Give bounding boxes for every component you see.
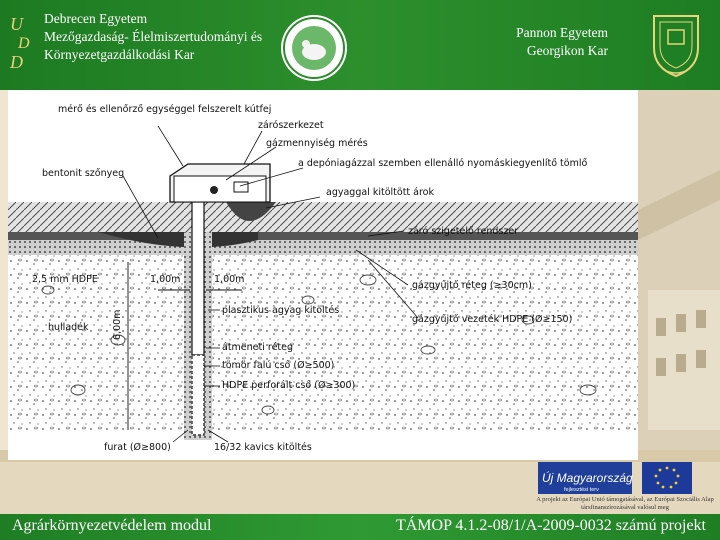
label-gas-pipe: gázgyűjtő vezeték HDPE (Ø≥150) [412, 314, 573, 325]
label-borehole: furat (Ø≥800) [104, 442, 171, 453]
label-clay-trench: agyaggal kitöltött árok [326, 187, 434, 198]
label-depth: 6,00m [112, 309, 123, 340]
left-institution [44, 10, 262, 64]
cover-hatched-layer [8, 202, 638, 232]
svg-text:U: U [10, 14, 23, 34]
left-institution-line: Mezőgazdaság- Élelmiszertudományi és [44, 29, 263, 44]
label-waste: hulladék [48, 322, 89, 333]
label-bentonite: bentonit szőnyeg [42, 168, 125, 179]
project-id: TÁMOP 4.1.2-08/1/A-2009-0032 számú projekt [395, 517, 706, 534]
faculty-seal-icon [280, 14, 348, 82]
label-hdpe: 2,5 mm HDPE [32, 274, 98, 285]
module-title: Agrárkörnyezetvédelem modul [12, 517, 212, 534]
perforated-pipe [192, 355, 204, 435]
georgikon-crest-icon [646, 10, 706, 80]
label-perforated: HDPE perforált cső (Ø≥300) [222, 380, 356, 391]
left-institution-line: Környezetgazdálkodási Kar [44, 47, 195, 62]
funding-note: A projekt az Európai Unió támogatásával, az Európai Szociális Alap társfinanszírozásával valósul meg [536, 496, 714, 511]
svg-text:D: D [10, 52, 23, 72]
label-lock: zárószerkezet [258, 120, 324, 131]
left-institution-line: Debrecen Egyetem [44, 11, 148, 26]
label-clay-fill: plasztikus agyag kitöltés [222, 305, 340, 316]
right-institution [516, 24, 608, 60]
gas-collection-layer [8, 240, 638, 255]
right-institution-line: Georgikon Kar [526, 43, 608, 58]
label-gravel: 16/32 kavics kitöltés [214, 442, 312, 453]
waste-body [8, 255, 638, 430]
footer-banner [0, 514, 720, 540]
university-logo-icon [6, 8, 40, 74]
label-solid-pipe: tömör falú cső (Ø≥500) [222, 360, 335, 371]
uj-magyarorszag-subtext: fejlesztési terv [564, 487, 599, 493]
header-banner [0, 0, 720, 90]
label-meter: mérő és ellenőrző egységgel felszerelt kútfej [58, 104, 272, 115]
landfill-gas-well-diagram [8, 90, 638, 460]
label-dist1: 1,00m [150, 274, 181, 285]
uj-magyarorszag-text: Új Magyarország [542, 471, 633, 485]
right-institution-line: Pannon Egyetem [516, 25, 608, 40]
solid-pipe [192, 180, 204, 355]
label-gas-meas: gázmennyiség mérés [266, 138, 368, 149]
label-seal-system: záró szigetelő rendszer [408, 226, 519, 237]
label-gas-layer: gázgyűjtő réteg (≥30cm) [412, 280, 532, 291]
label-hose: a depóniagázzal szemben ellenálló nyomáskiegyenlítő tömlő [298, 158, 588, 169]
svg-text:D: D [18, 35, 30, 52]
label-transition: átmeneti réteg [222, 342, 294, 353]
label-dist2: 1,00m [214, 274, 245, 285]
